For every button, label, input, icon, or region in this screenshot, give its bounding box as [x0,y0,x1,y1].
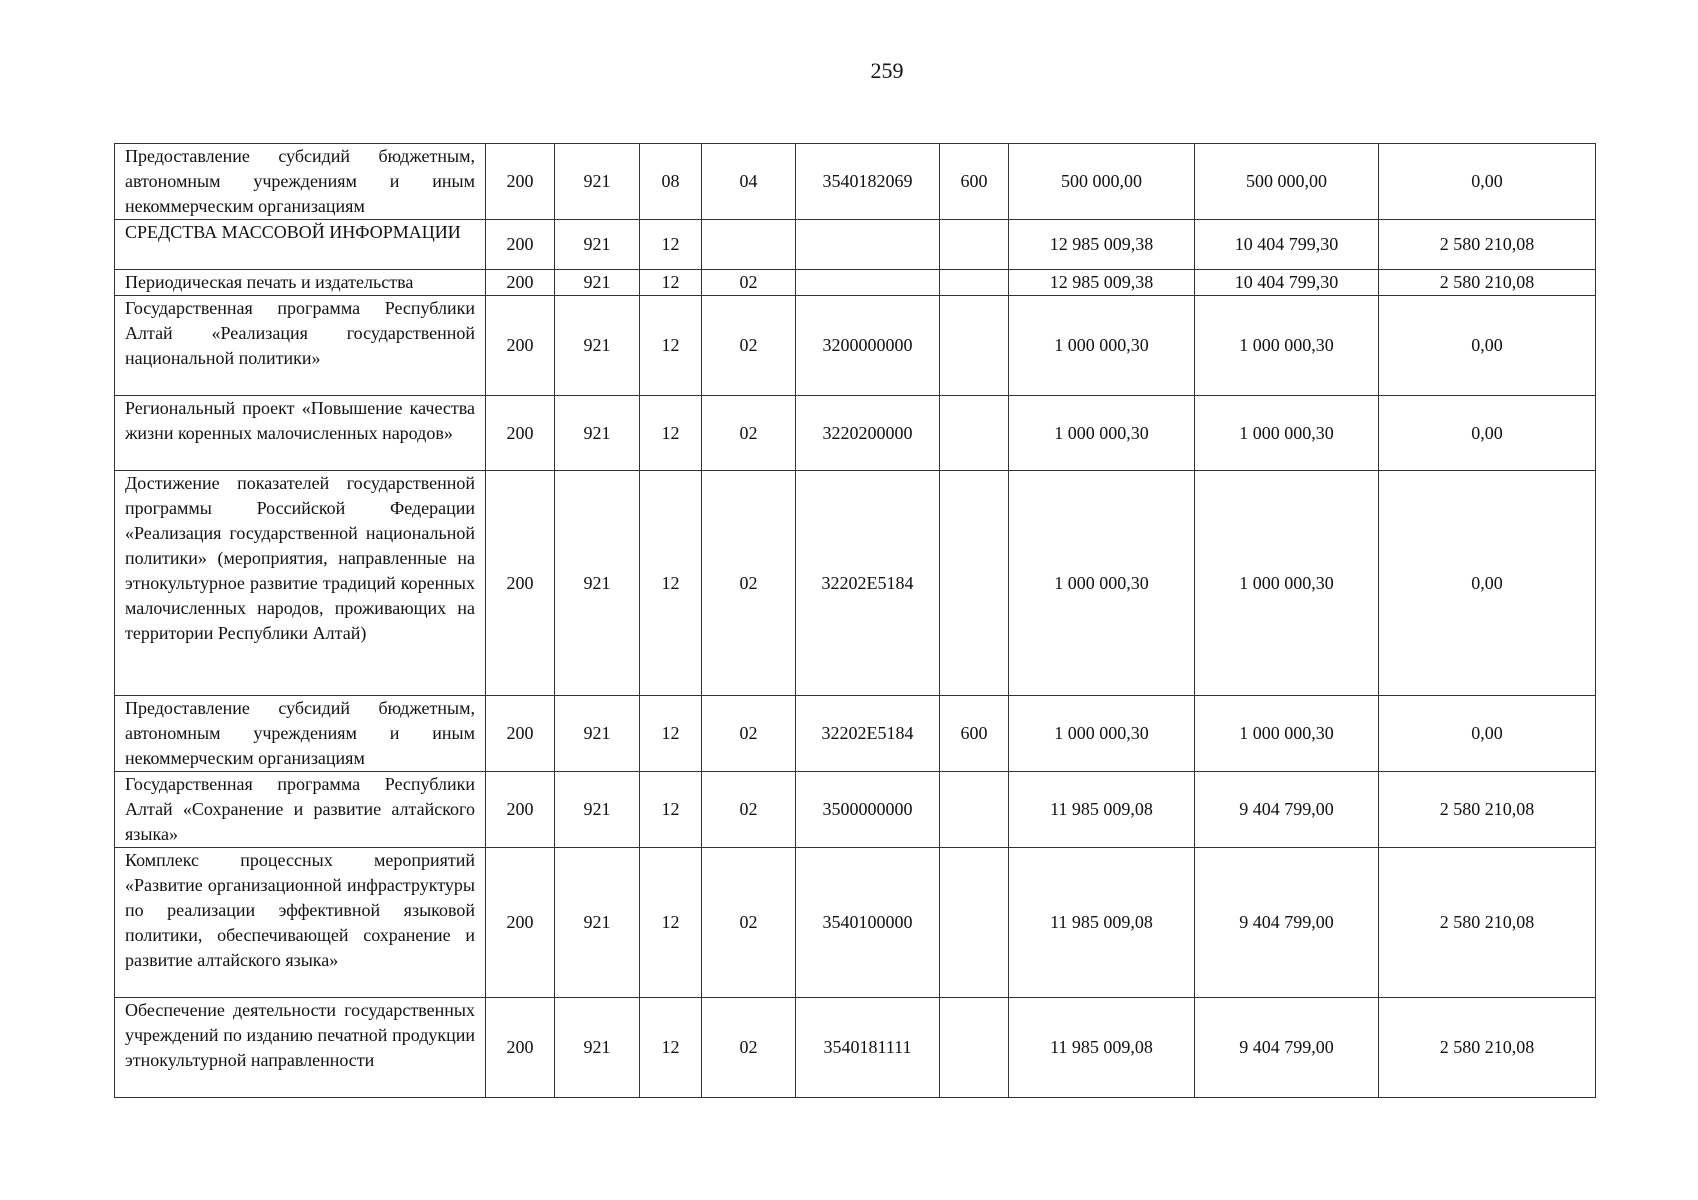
budget-table [114,143,1596,1098]
row-name: Предоставление субсидий бюджетным, автономным учреждениям и иным некоммерческим организациям [115,144,486,220]
division-code: 12 [640,396,702,471]
subdivision-code: 02 [702,772,796,848]
subdivision-code: 02 [702,270,796,296]
amount-1: 12 985 009,38 [1009,270,1195,296]
amount-3: 0,00 [1379,296,1596,396]
section-code: 200 [486,144,555,220]
expense-type-code [940,471,1009,696]
amount-2: 1 000 000,30 [1195,696,1379,772]
target-article-code: 3540181111 [796,998,940,1098]
expense-type-code [940,270,1009,296]
amount-3: 2 580 210,08 [1379,270,1596,296]
section-code: 200 [486,396,555,471]
section-code: 200 [486,220,555,270]
amount-2: 9 404 799,00 [1195,772,1379,848]
amount-3: 2 580 210,08 [1379,848,1596,998]
division-code: 12 [640,848,702,998]
table-row [115,270,1596,296]
amount-2: 1 000 000,30 [1195,471,1379,696]
department-code: 921 [555,471,640,696]
amount-1: 11 985 009,08 [1009,772,1195,848]
amount-2: 9 404 799,00 [1195,998,1379,1098]
section-code: 200 [486,696,555,772]
division-code: 12 [640,296,702,396]
amount-2: 10 404 799,30 [1195,270,1379,296]
department-code: 921 [555,144,640,220]
amount-1: 12 985 009,38 [1009,220,1195,270]
department-code: 921 [555,396,640,471]
division-code: 12 [640,471,702,696]
table-row [115,848,1596,998]
subdivision-code: 02 [702,471,796,696]
department-code: 921 [555,270,640,296]
subdivision-code: 02 [702,296,796,396]
department-code: 921 [555,696,640,772]
target-article-code [796,270,940,296]
table-body [115,144,1596,1098]
row-name: СРЕДСТВА МАССОВОЙ ИНФОРМАЦИИ [115,220,486,270]
table-row [115,144,1596,220]
department-code: 921 [555,998,640,1098]
division-code: 12 [640,270,702,296]
target-article-code: 32202E5184 [796,696,940,772]
amount-3: 0,00 [1379,396,1596,471]
department-code: 921 [555,220,640,270]
division-code: 12 [640,998,702,1098]
expense-type-code [940,998,1009,1098]
amount-1: 500 000,00 [1009,144,1195,220]
section-code: 200 [486,471,555,696]
amount-1: 1 000 000,30 [1009,471,1195,696]
section-code: 200 [486,848,555,998]
expense-type-code [940,848,1009,998]
section-code: 200 [486,270,555,296]
expense-type-code [940,396,1009,471]
amount-1: 1 000 000,30 [1009,396,1195,471]
subdivision-code: 04 [702,144,796,220]
table-row [115,696,1596,772]
amount-2: 1 000 000,30 [1195,296,1379,396]
subdivision-code [702,220,796,270]
subdivision-code: 02 [702,396,796,471]
row-name: Периодическая печать и издательства [115,270,486,296]
row-name: Обеспечение деятельности государственных учреждений по изданию печатной продукции этнокультурной направленности [115,998,486,1098]
target-article-code: 3540100000 [796,848,940,998]
subdivision-code: 02 [702,696,796,772]
amount-2: 1 000 000,30 [1195,396,1379,471]
amount-3: 2 580 210,08 [1379,220,1596,270]
amount-3: 0,00 [1379,471,1596,696]
amount-3: 2 580 210,08 [1379,772,1596,848]
section-code: 200 [486,998,555,1098]
section-code: 200 [486,296,555,396]
row-name: Комплекс процессных мероприятий «Развитие организационной инфраструктуры по реализации эффективной языковой политики, обеспечивающей сохранение и развитие алтайского языка» [115,848,486,998]
amount-2: 10 404 799,30 [1195,220,1379,270]
table-row [115,471,1596,696]
amount-1: 1 000 000,30 [1009,696,1195,772]
row-name: Достижение показателей государственной программы Российской Федерации «Реализация государственной национальной политики» (мероприятия, направленные на этнокультурное развитие традиций коренных малочисленных народов, проживающих на территории Республики Алтай) [115,471,486,696]
amount-3: 2 580 210,08 [1379,998,1596,1098]
table-row [115,296,1596,396]
target-article-code: 32202E5184 [796,471,940,696]
division-code: 12 [640,772,702,848]
amount-3: 0,00 [1379,144,1596,220]
row-name: Региональный проект «Повышение качества жизни коренных малочисленных народов» [115,396,486,471]
subdivision-code: 02 [702,848,796,998]
department-code: 921 [555,772,640,848]
division-code: 08 [640,144,702,220]
amount-2: 9 404 799,00 [1195,848,1379,998]
row-name: Государственная программа Республики Алтай «Реализация государственной национальной политики» [115,296,486,396]
amount-2: 500 000,00 [1195,144,1379,220]
row-name: Государственная программа Республики Алтай «Сохранение и развитие алтайского языка» [115,772,486,848]
target-article-code: 3500000000 [796,772,940,848]
table-row [115,998,1596,1098]
expense-type-code [940,220,1009,270]
table-row [115,772,1596,848]
amount-3: 0,00 [1379,696,1596,772]
target-article-code: 3200000000 [796,296,940,396]
target-article-code [796,220,940,270]
expense-type-code [940,296,1009,396]
expense-type-code [940,772,1009,848]
department-code: 921 [555,848,640,998]
page-number: 259 [870,58,904,83]
division-code: 12 [640,696,702,772]
target-article-code: 3220200000 [796,396,940,471]
expense-type-code: 600 [940,696,1009,772]
amount-1: 11 985 009,08 [1009,998,1195,1098]
amount-1: 1 000 000,30 [1009,296,1195,396]
table-row [115,220,1596,270]
section-code: 200 [486,772,555,848]
table-row [115,396,1596,471]
division-code: 12 [640,220,702,270]
subdivision-code: 02 [702,998,796,1098]
department-code: 921 [555,296,640,396]
row-name: Предоставление субсидий бюджетным, автономным учреждениям и иным некоммерческим организациям [115,696,486,772]
amount-1: 11 985 009,08 [1009,848,1195,998]
target-article-code: 3540182069 [796,144,940,220]
expense-type-code: 600 [940,144,1009,220]
